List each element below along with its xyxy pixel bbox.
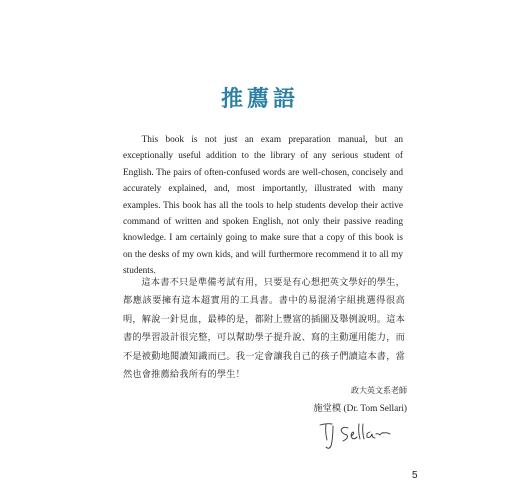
- signature-name: 施堂模 (Dr. Tom Sellari): [313, 404, 407, 414]
- recommendation-paragraph-chinese: 這本書不只是準備考試有用，只要是有心想把英文學好的學生，都應該要擁有這本超實用的工具書。書中的易混淆字組挑選得很高明，解說一針見血，最棒的是，都附上豐富的插圖及舉例說明。這本書的學習設計很完整，可以幫助學子提升說、寫的主動運用能力，而不是被動地閱讀知識而已。我一定會讓我自己的孩子們讀這本書，當然也會推薦給我所有的學生！: [123, 277, 405, 381]
- page-title: 推薦語: [220, 87, 299, 112]
- signature-title: 政大英文系老師: [351, 386, 407, 395]
- recommendation-paragraph-english: This book is not just an exam preparation manual, but an exceptionally useful addition to the library of any serious student of English. The pairs of often-confused words are well-chosen, concisely and accurately explained, and, most importantly, illustrated with many examples. This book has all the tools to help students develop their active command of written and spoken English, not only their passive reading knowledge. I am certainly going to make sure that a copy of this book is on the desks of my own kids, and will furthermore recommend it to all my students.: [123, 135, 403, 277]
- handwritten-signature-icon: [318, 420, 392, 452]
- page-number: 5: [412, 470, 418, 481]
